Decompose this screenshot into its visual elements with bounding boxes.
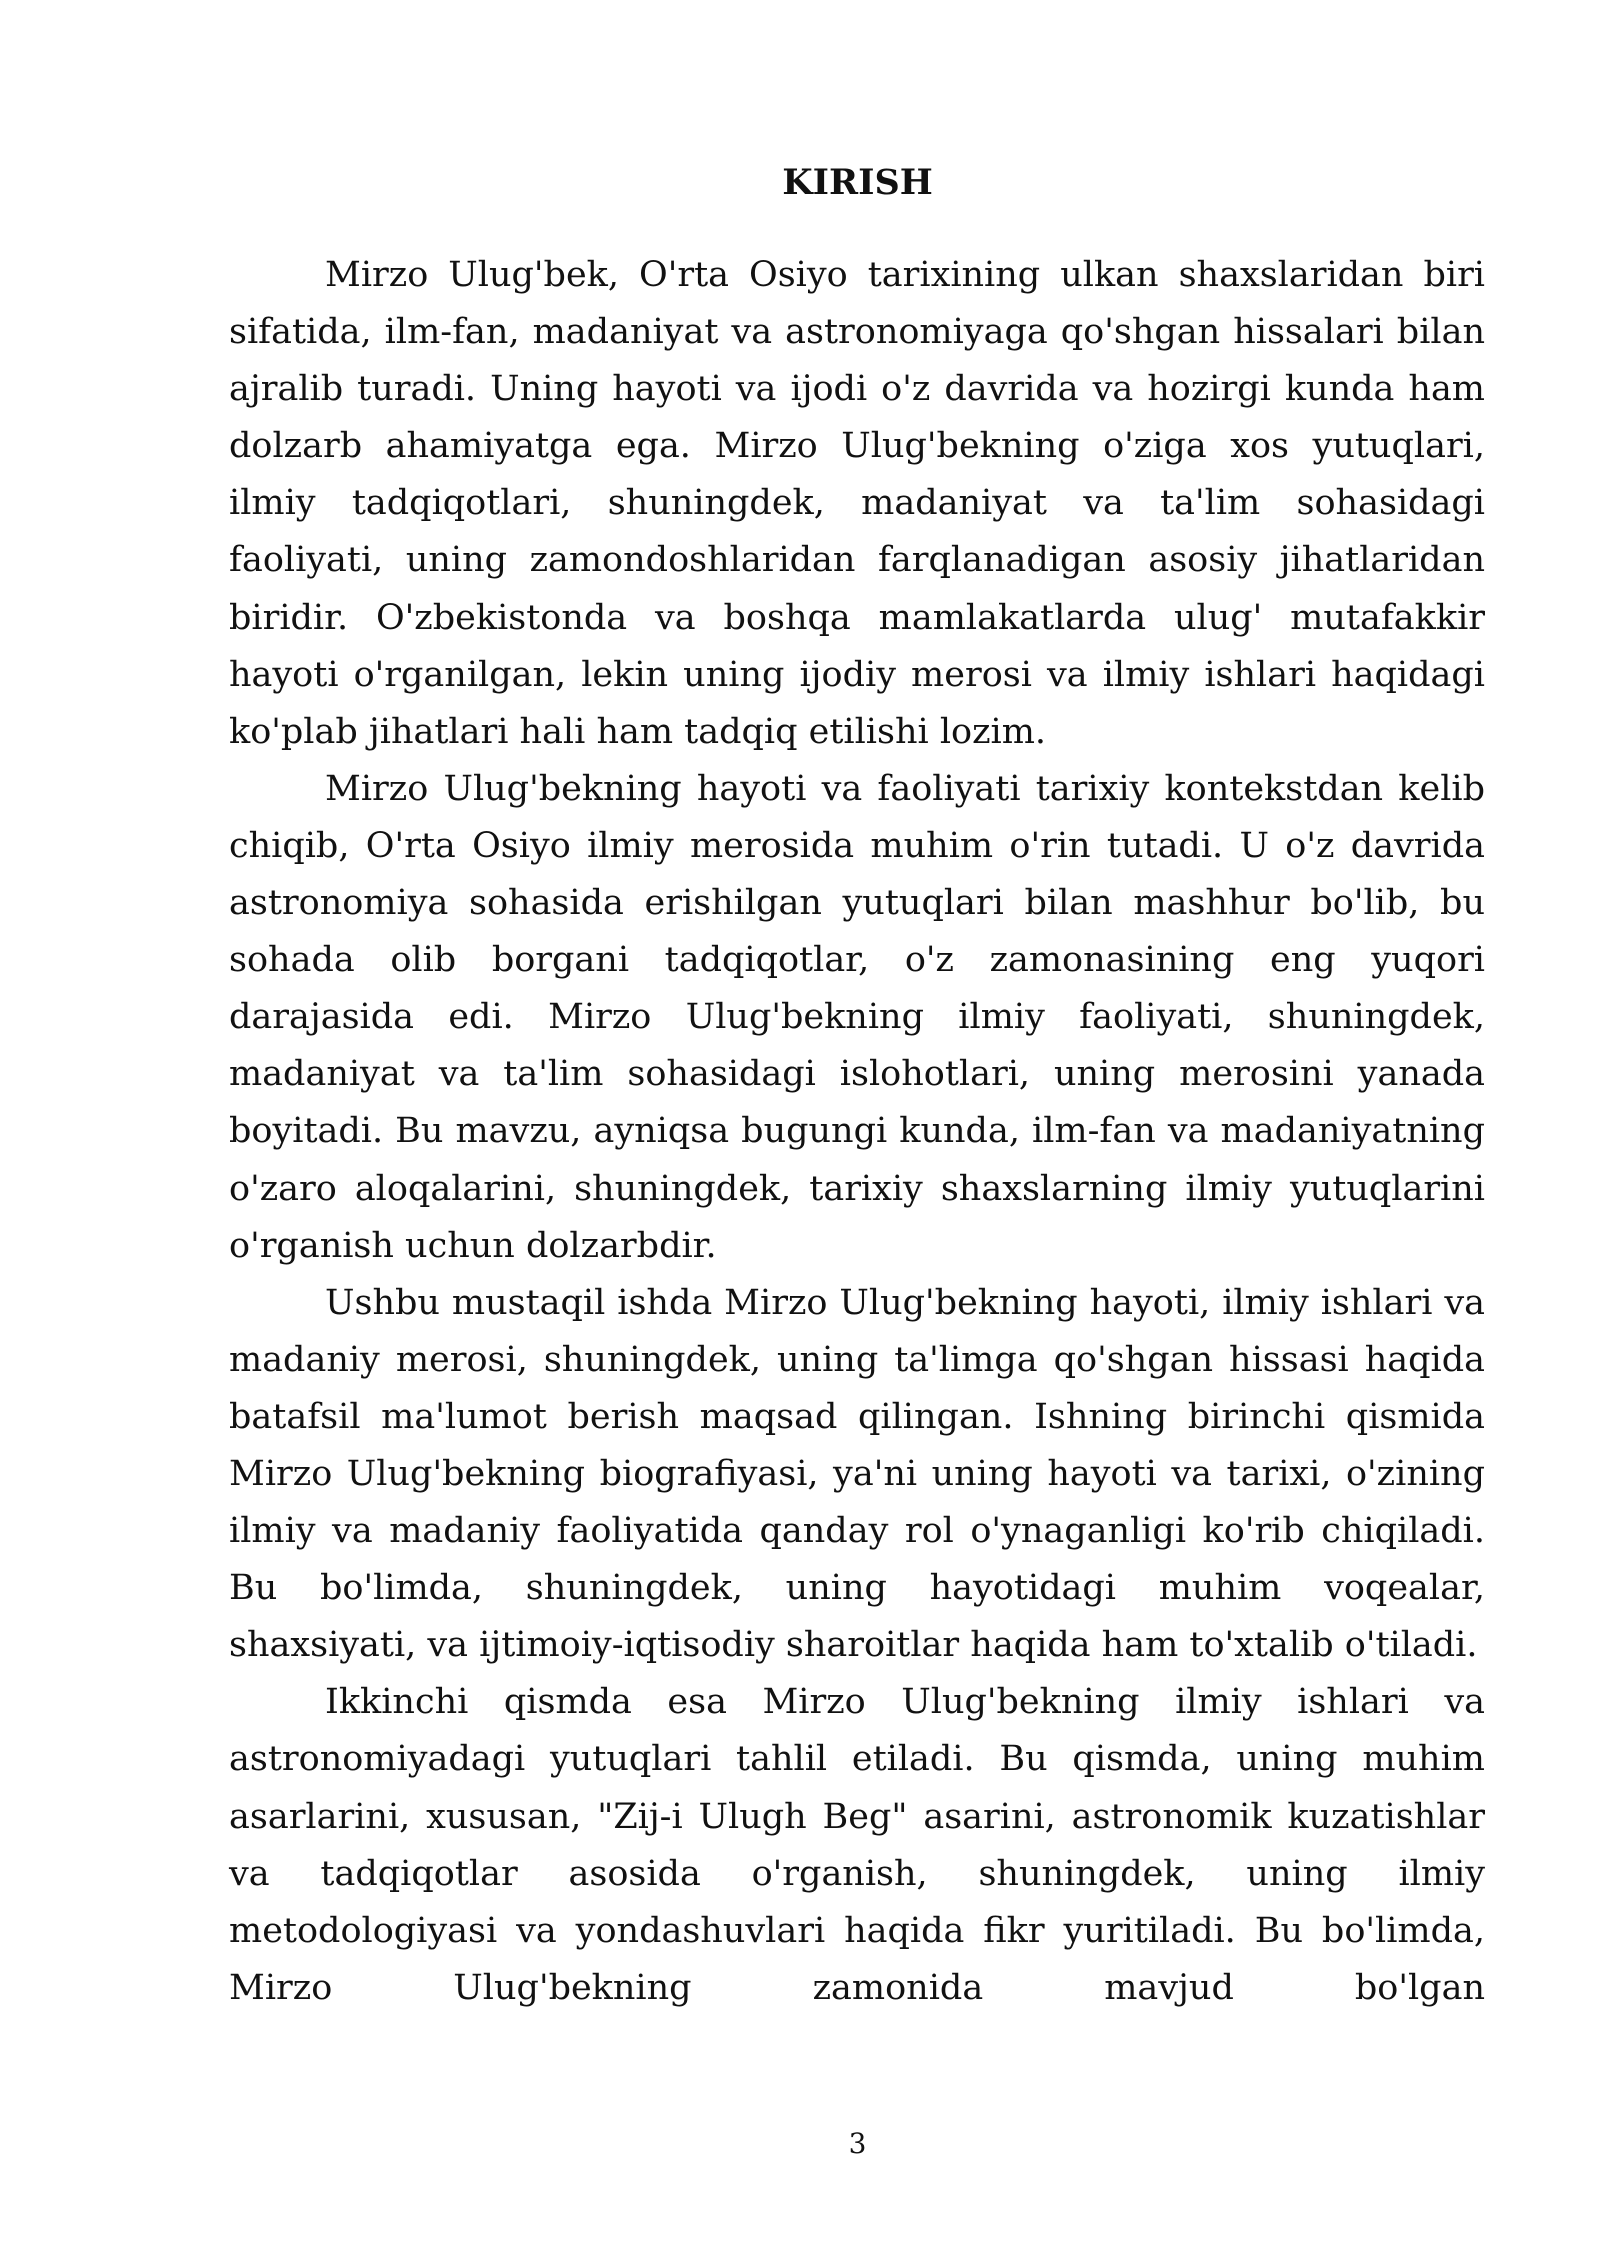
paragraph-3: Ushbu mustaqil ishda Mirzo Ulug'bekning hayoti, ilmiy ishlari va madaniy merosi, shuningdek, uning ta'limga qo'shgan hissasi haqida batafsil ma'lumot berish maqsad qilingan. Ishning birinchi qismida Mirzo Ulug'bekning biografiyasi, ya'ni uning hayoti va tarixi, o'zining ilmiy va madaniy faoliyatida qanday rol o'ynaganligi ko'rib chiqiladi. Bu bo'limda, shuningdek, uning hayotidagi muhim voqealar, shaxsiyati, va ijtimoiy-iqtisodiy sharoitlar haqida ham to'xtalib o'tiladi.	[229, 1282, 1485, 1666]
paragraph-1: Mirzo Ulug'bek, O'rta Osiyo tarixining ulkan shaxslaridan biri sifatida, ilm-fan, madaniyat va astronomiyaga qo'shgan hissalari bilan ajralib turadi. Uning hayoti va ijodi o'z davrida va hozirgi kunda ham dolzarb ahamiyatga ega. Mirzo Ulug'bekning o'ziga xos yutuqlari, ilmiy tadqiqotlari, shuningdek, madaniyat va ta'lim sohasidagi faoliyati, uning zamondoshlaridan farqlanadigan asosiy jihatlaridan biridir. O'zbekistonda va boshqa mamlakatlarda ulug' mutafakkir hayoti o'rganilgan, lekin uning ijodiy merosi va ilmiy ishlari haqidagi ko'plab jihatlari hali ham tadqiq etilishi lozim.	[229, 255, 1485, 752]
paragraph-4: Ikkinchi qismda esa Mirzo Ulug'bekning ilmiy ishlari va astronomiyadagi yutuqlari tahlil etiladi. Bu qismda, uning muhim asarlarini, xususan, "Zij-i Ulugh Beg" asarini, astronomik kuzatishlar va tadqiqotlar asosida o'rganish, shuningdek, uning ilmiy metodologiyasi va yondashuvlari haqida fikr yuritiladi. Bu bo'limda, Mirzo Ulug'bekning zamonida mavjud bo'lgan	[229, 1682, 1485, 2008]
section-heading: KIRISH	[782, 162, 933, 203]
document-body	[229, 247, 1485, 2017]
paragraph-2: Mirzo Ulug'bekning hayoti va faoliyati tarixiy kontekstdan kelib chiqib, O'rta Osiyo ilmiy merosida muhim o'rin tutadi. U o'z davrida astronomiya sohasida erishilgan yutuqlari bilan mashhur bo'lib, bu sohada olib borgani tadqiqotlar, o'z zamonasining eng yuqori darajasida edi. Mirzo Ulug'bekning ilmiy faoliyati, shuningdek, madaniyat va ta'lim sohasidagi islohotlari, uning merosini yanada boyitadi. Bu mavzu, ayniqsa bugungi kunda, ilm-fan va madaniyatning o'zaro aloqalarini, shuningdek, tarixiy shaxslarning ilmiy yutuqlarini o'rganish uchun dolzarbdir.	[229, 768, 1485, 1266]
page-number: 3	[848, 2127, 867, 2160]
